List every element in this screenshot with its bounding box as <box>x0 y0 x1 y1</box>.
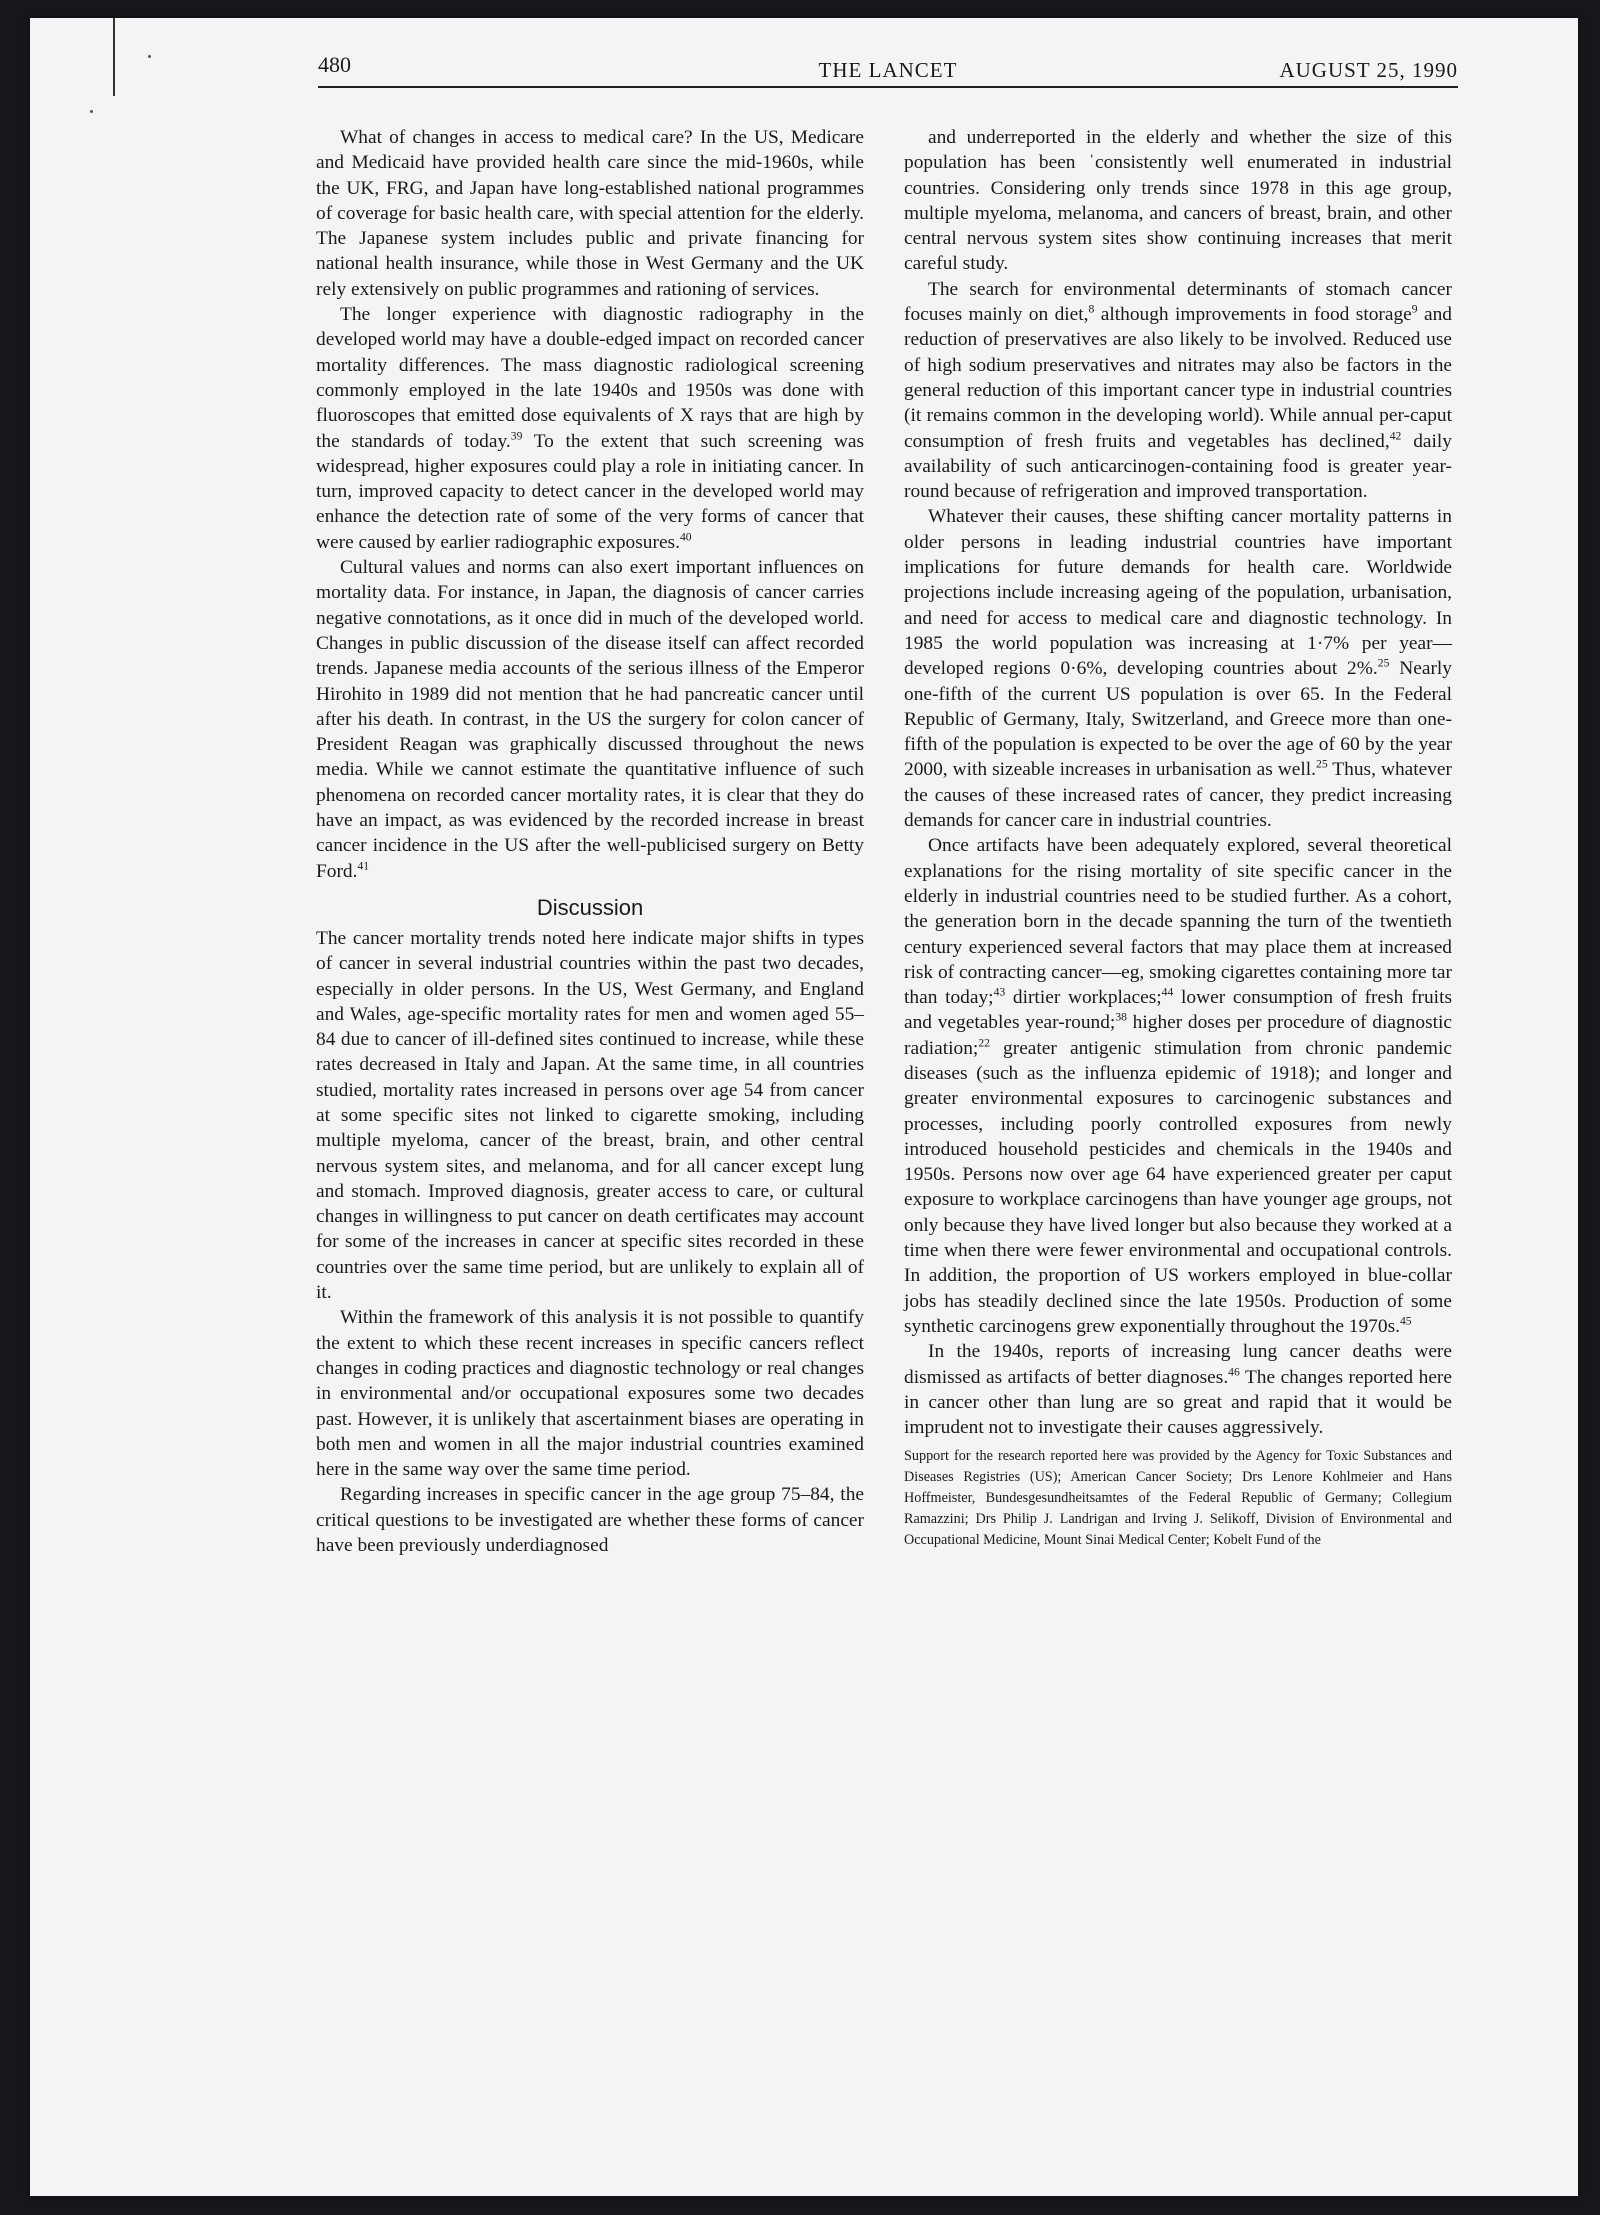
paragraph-text: Once artifacts have been adequately explored, several theoretical explanations for the rising mortality of site specific cancer in the elderly in industrial countries need to be studied further. As a cohort, the generation born in the decade spanning the turn of the twentieth century experienced several factors that may place them at increased risk of contracting cancer—eg, smoking cigarettes containing more tar than today; <box>904 835 1452 1009</box>
left-column <box>316 125 864 1558</box>
paragraph-text: lower consumption of fresh fruits and vegetables year-round; <box>904 987 1452 1034</box>
discussion-paragraphs <box>316 926 864 1558</box>
left-paragraphs <box>316 125 864 884</box>
paragraph-text: dirtier workplaces; <box>1005 987 1162 1009</box>
journal-title: THE LANCET <box>818 58 958 82</box>
reference-superscript: 22 <box>978 1036 990 1050</box>
paragraph <box>904 504 1452 833</box>
paragraph <box>904 277 1452 505</box>
paragraph-text: The longer experience with diagnostic radiography in the developed world may have a double-edged impact on recorded cancer mortality differences. The mass diagnostic radiological screening commonly employed in the late 1940s and 1950s was done with fluoroscopes that emitted dose equivalents of X rays that are high by the standards of today. <box>316 304 864 452</box>
paragraph-text: Regarding increases in specific cancer in the age group 75–84, the critical questions to be investigated are whether these forms of cancer have been previously underdiagnosed <box>316 1484 864 1557</box>
paragraph <box>904 833 1452 1339</box>
paragraph-text: Whatever their causes, these shifting cancer mortality patterns in older persons in leading industrial countries have important implications for future demands for health care. Worldwide projections include increasing ageing of the population, urbanisation, and need for access to medical care and diagnostic technology. In 1985 the world population was increasing at 1·7% per year—developed regions 0·6%, developing countries about 2%. <box>904 506 1452 680</box>
reference-superscript: 40 <box>679 530 692 544</box>
reference-superscript: 9 <box>1411 302 1418 316</box>
binder-mark <box>113 18 115 96</box>
paragraph <box>316 125 864 302</box>
paragraph-text: In the 1940s, reports of increasing lung cancer deaths were dismissed as artifacts of better diagnoses. <box>904 1341 1452 1388</box>
paragraph <box>316 1305 864 1482</box>
issue-date: AUGUST 25, 1990 <box>1279 58 1458 82</box>
reference-superscript: 42 <box>1389 429 1402 443</box>
paragraph-text: The changes reported here in cancer other than lung are so great and rapid that it would be imprudent not to investigate their causes aggressively. <box>904 1366 1452 1439</box>
paragraph <box>316 1482 864 1558</box>
reference-superscript: 41 <box>357 859 370 873</box>
paragraph-text: The cancer mortality trends noted here indicate major shifts in types of cancer in several industrial countries within the past two decades, especially in older persons. In the US, West Germany, and England and Wales, age-specific mortality rates for men and women aged 55–84 due to cancer of ill-defined sites continued to increase, while these rates decreased in Italy and Japan. At the same time, in all countries studied, mortality rates increased in persons over age 54 from cancer at some specific sites not linked to cigarette smoking, including multiple myeloma, cancer of the breast, brain, and other central nervous system sites, and melanoma, and for all cancer except lung and stomach. Improved diagnosis, greater access to care, or cultural changes in willingness to put cancer on death certificates may account for some of the increases in cancer at specific sites recorded in these countries over the same time period, but are unlikely to explain all of it. <box>316 927 864 1304</box>
running-header <box>318 50 1458 88</box>
paragraph <box>316 926 864 1305</box>
discussion-heading: Discussion <box>536 894 644 920</box>
paragraph-text: and underreported in the elderly and whether the size of this population has been ˈconsistently well enumerated in industrial countries. Considering only trends since 1978 in this age group, multiple myeloma, melanoma, and cancers of breast, brain, and other central nervous system sites show continuing increases that merit careful study. <box>904 127 1452 275</box>
reference-superscript: 43 <box>993 985 1006 999</box>
paragraph-text: Nearly one-fifth of the current US population is over 65. In the Federal Republic of Germany, Italy, Switzerland, and Greece more than one-fifth of the population is expected to be over the age of 60 by the year 2000, with sizeable increases in urbanisation as well. <box>904 658 1453 781</box>
right-paragraphs <box>904 125 1452 1440</box>
reference-superscript: 8 <box>1088 302 1095 316</box>
reference-superscript: 46 <box>1228 1365 1240 1379</box>
paragraph <box>316 302 864 555</box>
right-column <box>904 125 1452 1550</box>
paragraph-text: daily availability of such anticarcinogen-containing food is greater year-round because of refrigeration and improved transportation. <box>904 430 1453 503</box>
speck-mark <box>90 110 93 113</box>
acknowledgment: Support for the research reported here was provided by the Agency for Toxic Substances and Diseases Registries (US); American Cancer Society; Drs Lenore Kohlmeier and Hans Hoffmeister, Bundesgesundheitsamtes of the Federal Republic of Germany; Collegium Ramazzini; Drs Philip J. Landrigan and Irving J. Selikoff, Division of Environmental and Occupational Medicine, Mount Sinai Medical Center; Kobelt Fund of the <box>904 1448 1452 1548</box>
paragraph-text: To the extent that such screening was widespread, higher exposures could play a role in initiating cancer. In turn, improved capacity to detect cancer in the developed world may enhance the detection rate of some of the very forms of cancer that were caused by earlier radiographic exposures. <box>316 430 864 553</box>
reference-superscript: 39 <box>510 429 523 443</box>
reference-superscript: 25 <box>1316 757 1328 771</box>
paragraph-text: What of changes in access to medical care? In the US, Medicare and Medicaid have provided health care since the mid-1960s, while the UK, FRG, and Japan have long-established national programmes of coverage for basic health care, with special attention for the elderly. The Japanese system includes public and private financing for national health insurance, while those in West Germany and the UK rely extensively on public programmes and rationing of services. <box>316 127 864 300</box>
paragraph-text: The search for environmental determinants of stomach cancer focuses mainly on diet, <box>904 278 1452 326</box>
paragraph <box>316 555 864 884</box>
paragraph-text: greater antigenic stimulation from chronic pandemic diseases (such as the influenza epidemic of 1918); and longer and greater environmental exposures to carcinogenic substances and processes, including poorly controlled exposures from newly introduced household pesticides and chemicals in the 1940s and 1950s. Persons now over age 64 have experienced greater per caput exposure to workplace carcinogens than have younger age groups, not only because they have lived longer but also because they worked at a time when there were fewer environmental and occupational controls. In addition, the proportion of US workers employed in blue-collar jobs has steadily declined since the late 1950s. Production of some synthetic carcinogens grew exponentially throughout the 1970s. <box>904 1037 1452 1337</box>
reference-superscript: 25 <box>1377 656 1390 670</box>
paragraph-text: and reduction of preservatives are also likely to be involved. Reduced use of high sodium preservatives and nitrates may also be factors in the general reduction of this important cancer type in industrial countries (it remains common in the developing world). While annual per-caput consumption of fresh fruits and vegetables has declined, <box>904 304 1452 452</box>
paragraph <box>904 125 1452 277</box>
paragraph-text: Cultural values and norms can also exert important influences on mortality data. For instance, in Japan, the diagnosis of cancer carries negative connotations, as it once did in much of the developed world. Changes in public discussion of the disease itself can affect recorded trends. Japanese media accounts of the serious illness of the Emperor Hirohito in 1989 did not mention that he had pancreatic cancer until after his death. In contrast, in the US the surgery for colon cancer of President Reagan was graphically discussed throughout the news media. While we cannot estimate the quantitative influence of such phenomena on recorded cancer mortality rates, it is clear that they do have an impact, as was evidenced by the recorded increase in breast cancer incidence in the US after the well-publicised surgery on Betty Ford. <box>316 557 864 882</box>
paragraph-text: Thus, whatever the causes of these increased rates of cancer, they predict increasing demands for cancer care in industrial countries. <box>904 759 1452 832</box>
page-number: 480 <box>318 52 351 77</box>
reference-superscript: 44 <box>1161 985 1174 999</box>
paragraph-text: Within the framework of this analysis it is not possible to quantify the extent to which these recent increases in specific cancers reflect changes in coding practices and diagnostic technology or real changes in environmental and/or occupational exposures some two decades past. However, it is unlikely that ascertainment biases are operating in both men and women in all the major industrial countries examined here in the same way over the same time period. <box>316 1307 864 1481</box>
speck-mark <box>148 55 151 58</box>
paragraph-text: higher doses per procedure of diagnostic radiation; <box>904 1012 1452 1059</box>
paragraph-text: although improvements in food storage <box>1094 304 1412 326</box>
reference-superscript: 38 <box>1115 1010 1127 1024</box>
reference-superscript: 45 <box>1399 1314 1412 1328</box>
paragraph <box>904 1339 1452 1440</box>
